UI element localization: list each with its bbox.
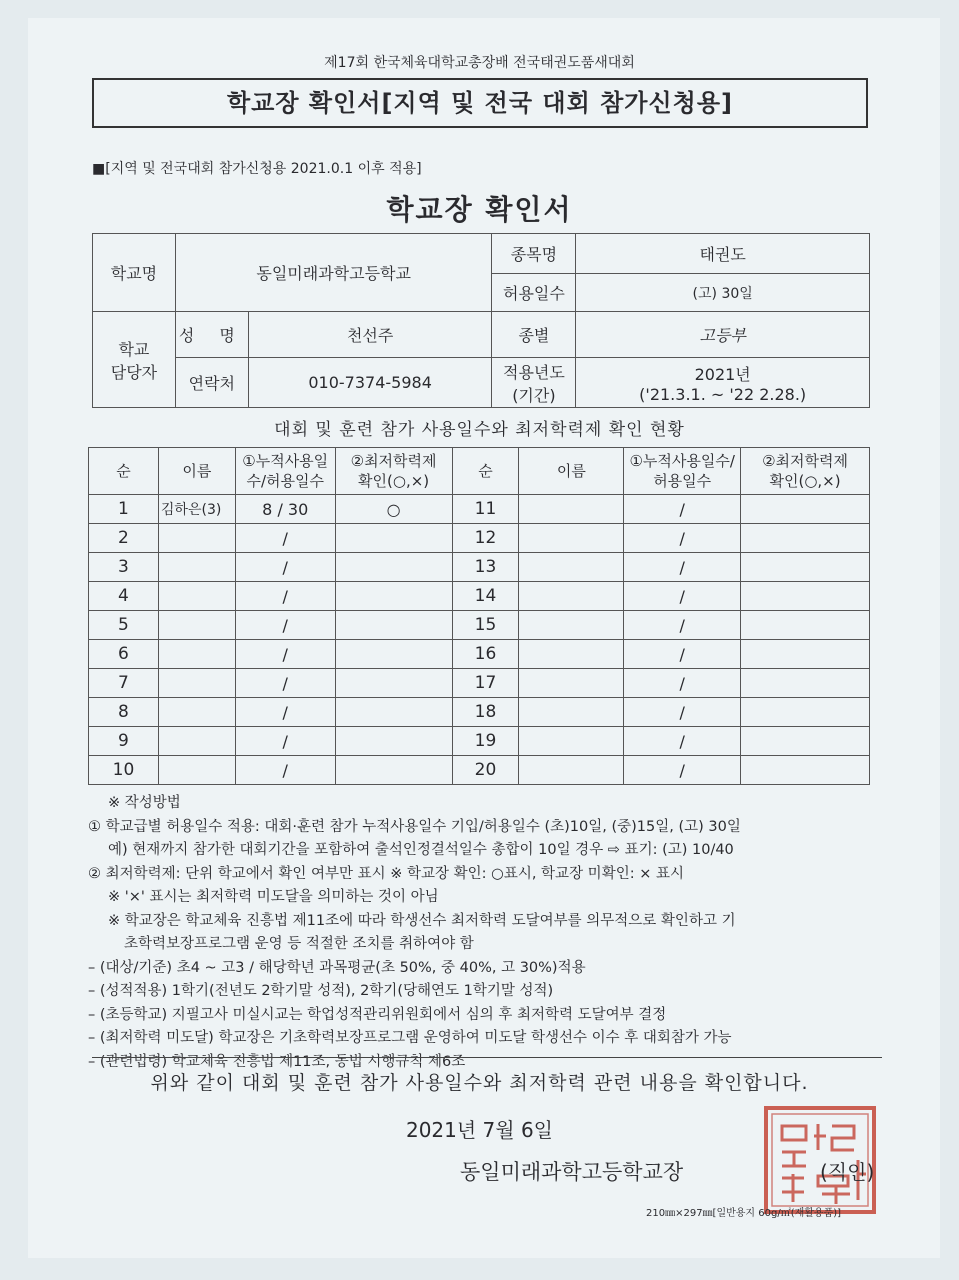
table-row [89,495,870,524]
seal-label: (직인) [820,1160,875,1184]
header-days-right [624,448,741,495]
contact-name-value: 천선주 [248,312,492,358]
row-check [335,756,452,785]
division-value: 고등부 [576,312,870,358]
row-name [519,524,624,553]
row-no: 4 [89,582,159,611]
row-check [741,669,870,698]
period-range: ('21.3.1. ~ '22 2.28.) [639,384,807,404]
header-check-left [335,448,452,495]
row-check [335,640,452,669]
row-check [335,611,452,640]
row-no: 2 [89,524,159,553]
table-row [89,553,870,582]
row-days: / [624,640,741,669]
confirmation-statement: 위와 같이 대회 및 훈련 참가 사용일수와 최저학력 관련 내용을 확인합니다. [150,1072,809,1094]
row-name [519,611,624,640]
header-check-right-l1: ②최저학력제 [762,452,848,470]
instructions [88,792,888,1074]
period-label-line2: (기간) [512,385,556,405]
issue-date: 2021년 7월 6일 [405,1118,554,1142]
row-no: 16 [452,640,519,669]
status-table [88,447,870,785]
status-header-row [89,448,870,495]
row-days: / [235,727,335,756]
table-row [89,698,870,727]
period-value [576,358,870,408]
row-check [335,553,452,582]
row-name [519,727,624,756]
contact-label-line1: 학교 [118,339,150,359]
header-no-right: 순 [452,448,519,495]
row-check [741,553,870,582]
table-row [89,582,870,611]
table-row [89,669,870,698]
notes-title: ※ 작성방법 [108,795,181,811]
event-name: 제17회 한국체육대학교총장배 전국태권도품새대회 [324,55,635,71]
row-days: / [624,495,741,524]
row-name [519,495,624,524]
row-no: 13 [452,553,519,582]
contact-person-label [93,312,176,408]
contact-phone-label: 연락처 [175,358,248,408]
row-no: 17 [452,669,519,698]
sport-value: 태권도 [576,234,870,274]
row-no: 14 [452,582,519,611]
school-name-label: 학교명 [93,234,176,312]
row-days: / [235,640,335,669]
row-name [158,698,235,727]
row-days: / [235,669,335,698]
header-days-right-l1: ①누적사용일수/ [629,452,735,470]
table-row [89,611,870,640]
row-check [741,698,870,727]
status-heading: 대회 및 훈련 참가 사용일수와 최저학력제 확인 현황 [274,420,685,440]
principal-name: 동일미래과학고등학교장 [460,1160,684,1184]
document-title: 학교장 확인서[지역 및 전국 대회 참가신청용] [92,78,868,128]
note-allowed-days: ① 학교급별 허용일수 적용: 대회·훈련 참가 누적사용일수 기입/허용일수 (초)10일, (중)15일, (고) 30일 [88,818,741,835]
form-heading: 학교장 확인서 [386,193,573,226]
row-days: / [624,698,741,727]
header-days-left [235,448,335,495]
row-no: 11 [452,495,519,524]
row-no: 9 [89,727,159,756]
row-no: 19 [452,727,519,756]
row-name [519,582,624,611]
row-days: / [624,727,741,756]
table-row [89,524,870,553]
period-label-line1: 적용년도 [502,362,565,382]
detail-elementary: – (초등학교) 지필고사 미실시교는 학업성적관리위원회에서 심의 후 최저학력 도달여부 결정 [88,1006,667,1023]
row-name [519,640,624,669]
row-days: / [624,524,741,553]
row-name [158,553,235,582]
row-no: 8 [89,698,159,727]
applies-note: ■[지역 및 전국대회 참가신청용 2021.0.1 이후 적용] [92,161,422,177]
row-check [335,698,452,727]
header-check-left-l2: 확인(○,×) [358,472,430,490]
row-check [335,524,452,553]
row-days: / [235,756,335,785]
row-no: 20 [452,756,519,785]
contact-phone-value: 010-7374-5984 [248,358,492,408]
sport-label: 종목명 [492,234,576,274]
note-x-meaning: ※ '×' 표시는 최저학력 미도달을 의미하는 것이 아님 [108,889,439,905]
row-check [335,669,452,698]
division-label: 종별 [492,312,576,358]
row-days: / [235,582,335,611]
header-no-left: 순 [89,448,159,495]
row-name [158,582,235,611]
allowed-days-value: (고) 30일 [576,274,870,312]
header-check-right [741,448,870,495]
detail-grades: – (성적적용) 1학기(전년도 2학기말 성적), 2학기(당해연도 1학기말 성적) [88,983,554,999]
row-days: / [624,756,741,785]
row-name [519,756,624,785]
row-no: 1 [89,495,159,524]
contact-name-label: 성 명 [175,312,248,358]
row-check [741,524,870,553]
row-check [741,727,870,756]
row-no: 12 [452,524,519,553]
row-no: 18 [452,698,519,727]
row-check [741,495,870,524]
row-days: / [235,698,335,727]
row-name [158,640,235,669]
table-row [89,727,870,756]
header-name-left: 이름 [158,448,235,495]
header-check-right-l2: 확인(○,×) [769,472,841,490]
allowed-days-label: 허용일수 [492,274,576,312]
row-days: / [624,669,741,698]
table-row [89,756,870,785]
row-days: / [624,582,741,611]
row-no: 3 [89,553,159,582]
note-min-academic: ② 최저학력제: 단위 학교에서 확인 여부만 표시 ※ 학교장 확인: ○표시, 학교장 미확인: × 표시 [88,865,684,882]
row-check: ○ [335,495,452,524]
header-name-right: 이름 [519,448,624,495]
row-days: / [235,524,335,553]
school-name-value: 동일미래과학고등학교 [175,234,492,312]
row-name [158,727,235,756]
note-principal-duty-cont: 초학력보장프로그램 운영 등 적절한 조치를 취하여야 함 [124,936,474,952]
detail-related-law: – (관련법령) 학교체육 진흥법 제11조, 동법 시행규칙 제6조 [88,1053,466,1070]
row-name [158,756,235,785]
divider [92,1057,882,1058]
school-info-table [92,233,870,408]
row-check [741,582,870,611]
header-check-left-l1: ②최저학력제 [350,452,437,470]
paper-spec-footer: 210㎜×297㎜[일반용지 60g/㎡(재활용품)] [646,1208,842,1219]
header-days-right-l2: 허용일수 [653,472,712,490]
row-check [741,611,870,640]
detail-below-minimum: – (최저학력 미도달) 학교장은 기초학력보장프로그램 운영하여 미도달 학생선수 이수 후 대회참가 가능 [88,1030,732,1046]
row-no: 15 [452,611,519,640]
row-days: / [235,611,335,640]
period-year: 2021년 [694,364,751,384]
row-days: / [624,611,741,640]
note-principal-duty: ※ 학교장은 학교체육 진흥법 제11조에 따라 학생선수 최저학력 도달여부를 의무적으로 확인하고 기 [108,912,736,929]
row-check [335,727,452,756]
row-name [158,524,235,553]
row-days: / [235,553,335,582]
note-allowed-days-example: 예) 현재까지 참가한 대회기간을 포함하여 출석인정결석일수 총합이 10일 경우 ⇨ 표기: (고) 10/40 [108,842,734,858]
row-check [741,756,870,785]
row-days: / [624,553,741,582]
header-days-left-l2: 수/허용일수 [246,472,324,490]
table-row [89,640,870,669]
row-name [519,553,624,582]
row-check [335,582,452,611]
row-name [519,698,624,727]
row-name [158,611,235,640]
row-name [519,669,624,698]
row-name: 김하은(3) [158,495,235,524]
contact-label-line2: 담당자 [110,362,158,382]
header-days-left-l1: ①누적사용일 [242,452,329,470]
row-no: 7 [89,669,159,698]
row-name [158,669,235,698]
row-no: 10 [89,756,159,785]
row-days: 8 / 30 [235,495,335,524]
period-label [492,358,576,408]
detail-target: – (대상/기준) 초4 ~ 고3 / 해당학년 과목평균(초 50%, 중 40%, 고 30%)적용 [88,959,586,976]
row-no: 6 [89,640,159,669]
row-check [741,640,870,669]
row-no: 5 [89,611,159,640]
